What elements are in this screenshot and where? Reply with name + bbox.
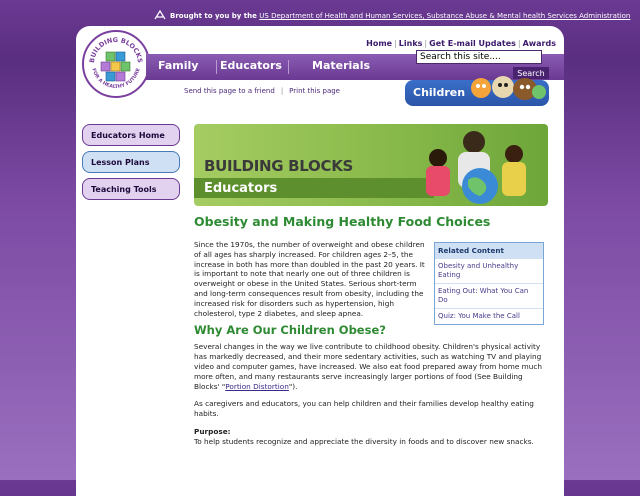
building-blocks-logo[interactable] — [82, 30, 150, 98]
send-to-friend-link[interactable]: Send this page to a friend — [184, 87, 275, 95]
caregivers-paragraph: As caregivers and educators, you can help children and their families develop healthy eating habits. — [194, 399, 534, 419]
related-content-title: Related Content — [435, 243, 543, 258]
related-link-quiz[interactable]: Quiz: You Make the Call — [435, 308, 543, 324]
causes-paragraph: Several changes in the way we live contribute to childhood obesity. Children's physical activity has markedly decreased, and their more sedentary activities, such as watching TV and playing video and computer games, have increased. We also eat food prepared away from home much more often, and many restaurants serve increasingly larger portions of food (See Building Blocks' "Portion Distortion"). — [194, 342, 543, 391]
sidenav-lesson-plans[interactable]: Lesson Plans — [82, 151, 180, 173]
hero-banner — [194, 124, 548, 206]
page-actions: Send this page to a friend | Print this page — [184, 87, 340, 95]
utility-links: Home | Links | Get E-mail Updates | Awards — [366, 39, 556, 48]
nav-family[interactable]: Family — [158, 59, 199, 72]
portion-distortion-link[interactable]: Portion Distortion — [225, 381, 289, 391]
nav-divider — [288, 60, 289, 74]
cartoon-characters-icon — [467, 72, 547, 106]
purpose-label: Purpose: — [194, 426, 231, 436]
children-banner[interactable] — [405, 80, 549, 106]
purpose-text: To help students recognize and appreciate the diversity in foods and to discover new snacks. — [194, 436, 534, 446]
hhs-samhsa-link[interactable]: US Department of Health and Human Services, Substance Abuse & Mental health Services Administration — [259, 12, 631, 20]
awards-link[interactable]: Awards — [522, 39, 556, 48]
nav-divider — [216, 60, 217, 74]
sidenav-teaching-tools[interactable]: Teaching Tools — [82, 178, 180, 200]
related-content-box — [434, 242, 544, 325]
main-content — [194, 214, 548, 447]
brought-to-you-text: Brought to you by the US Department of Health and Human Services, Substance Abuse & Mental health Services Administration — [170, 12, 631, 20]
print-page-link[interactable]: Print this page — [289, 87, 340, 95]
teacher-children-globe-image — [414, 124, 548, 206]
related-link-eating-out[interactable]: Eating Out: What You Can Do — [435, 283, 543, 308]
logo-blocks-icon — [84, 32, 148, 96]
top-bar — [0, 0, 640, 26]
links-link[interactable]: Links — [398, 39, 423, 48]
hhs-eagle-icon — [154, 9, 166, 21]
hero-subtitle: Educators — [204, 181, 278, 196]
related-link-obesity[interactable]: Obesity and Unhealthy Eating — [435, 258, 543, 283]
home-link[interactable]: Home — [366, 39, 393, 48]
page-container — [76, 26, 564, 496]
hero-title: BUILDING BLOCKS — [204, 157, 354, 175]
nav-materials[interactable]: Materials — [312, 59, 371, 72]
nav-educators[interactable]: Educators — [220, 59, 282, 72]
search-input[interactable] — [416, 50, 542, 64]
section-heading-why-obese: Why Are Our Children Obese? — [194, 323, 386, 338]
article-title: Obesity and Making Healthy Food Choices — [194, 214, 491, 229]
children-label: Children — [413, 86, 466, 99]
email-updates-link[interactable]: Get E-mail Updates — [429, 39, 516, 48]
sidenav-educators-home[interactable]: Educators Home — [82, 124, 180, 146]
intro-paragraph: Since the 1970s, the number of overweight and obese children of all ages has sharply increased. For children ages 2–5, the increase in both has more than doubled in the past 20 years. It is important to note that nearly one out of three children is overweight or obese in the United States. Serious short-term and long-term consequences result from obesity, including the increased risk for disorders such as hypertension, high cholesterol, type 2 diabetes, and sleep apnea. — [194, 240, 425, 318]
search-button[interactable]: Search — [513, 67, 549, 79]
logo-text-top: BUILDING BLOCKS — [87, 35, 145, 64]
logo-text-bottom: FOR A HEALTHY FUTURE — [90, 67, 142, 91]
side-nav — [82, 124, 182, 205]
